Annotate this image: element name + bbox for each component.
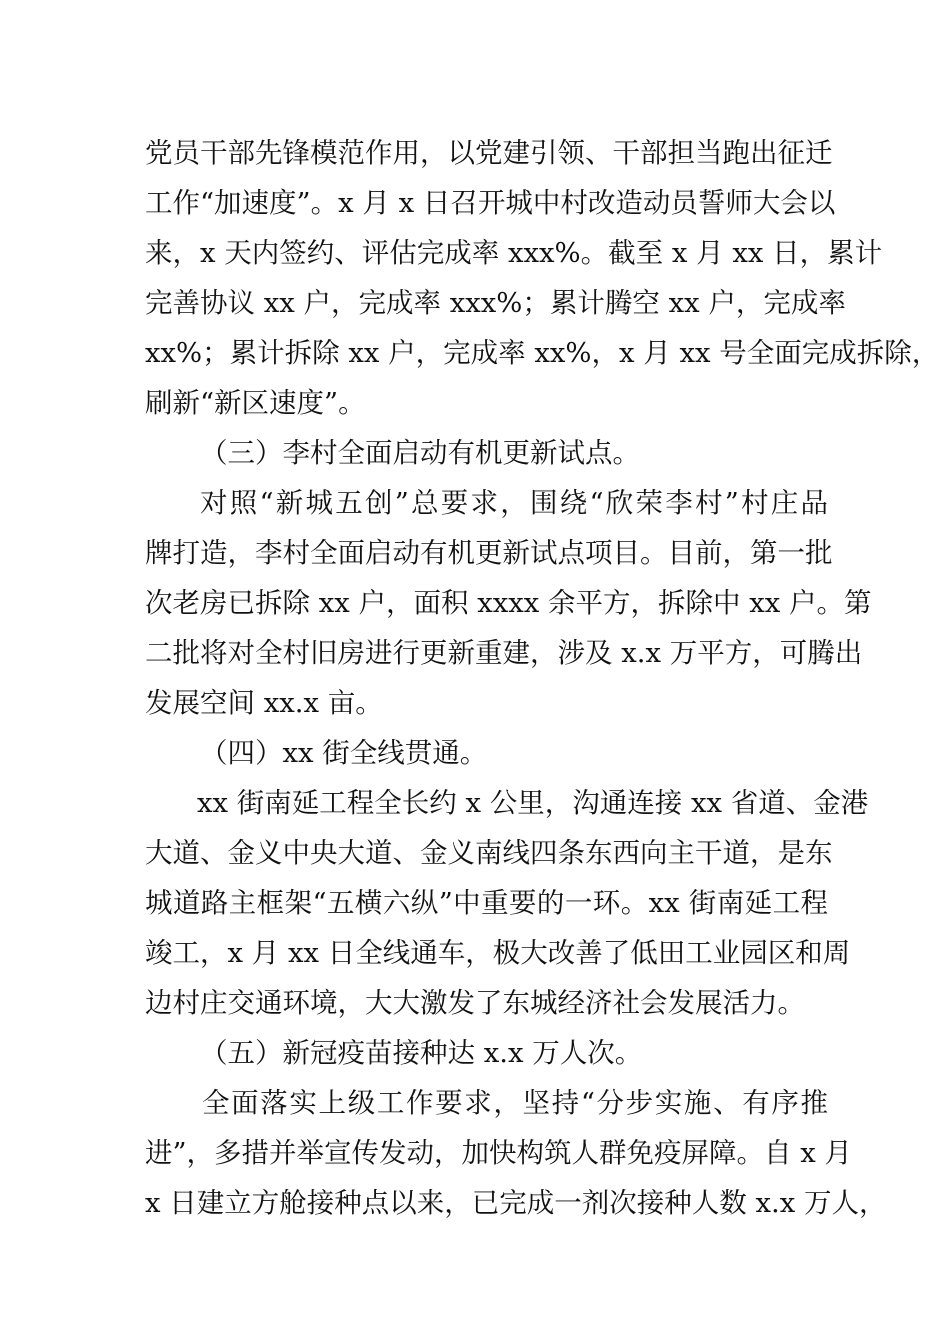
paragraph-line: 发展空间 xx.x 亩。 <box>145 687 383 719</box>
paragraph-line: 进”，多措并举宣传发动，加快构筑人群免疫屏障。自 x 月 <box>145 1137 853 1169</box>
paragraph-line: 竣工，x 月 xx 日全线通车，极大改善了低田工业园区和周 <box>145 937 851 969</box>
paragraph-line: 工作“加速度”。x 月 x 日召开城中村改造动员誓师大会以 <box>145 187 836 219</box>
paragraph-line: 党员干部先锋模范作用，以党建引领、干部担当跑出征迁 <box>145 137 833 169</box>
paragraph-line: 刷新“新区速度”。 <box>145 387 366 419</box>
paragraph-line: x 日建立方舱接种点以来，已完成一剂次接种人数 x.x 万人， <box>145 1187 887 1219</box>
section-heading: （三）李村全面启动有机更新试点。 <box>200 437 640 469</box>
paragraph-line: xx 街南延工程全长约 x 公里，沟通连接 xx 省道、金港 <box>197 787 869 819</box>
paragraph-line: 次老房已拆除 xx 户，面积 xxxx 余平方，拆除中 xx 户。第 <box>145 587 872 619</box>
paragraph-line: 牌打造，李村全面启动有机更新试点项目。目前，第一批 <box>145 537 833 569</box>
paragraph-line: 边村庄交通环境，大大激发了东城经济社会发展活力。 <box>145 987 805 1019</box>
paragraph-line: 大道、金义中央大道、金义南线四条东西向主干道，是东 <box>145 837 833 869</box>
paragraph-line: 完善协议 xx 户，完成率 xxx%；累计腾空 xx 户，完成率 <box>145 287 846 319</box>
paragraph-line: xx%；累计拆除 xx 户，完成率 xx%，x 月 xx 号全面完成拆除， <box>145 337 940 369</box>
section-heading: （四）xx 街全线贯通。 <box>200 737 488 769</box>
paragraph-line: 全面落实上级工作要求，坚持“分步实施、有序推 <box>202 1087 828 1119</box>
paragraph-line: 城道路主框架“五横六纵”中重要的一环。xx 街南延工程 <box>145 887 828 919</box>
paragraph-line: 二批将对全村旧房进行更新重建，涉及 x.x 万平方，可腾出 <box>145 637 863 669</box>
paragraph-line: 对照“新城五创”总要求，围绕“欣荣李村”村庄品 <box>200 487 828 519</box>
paragraph-line: 来，x 天内签约、评估完成率 xxx%。截至 x 月 xx 日，累计 <box>145 237 883 269</box>
section-heading: （五）新冠疫苗接种达 x.x 万人次。 <box>200 1037 643 1069</box>
